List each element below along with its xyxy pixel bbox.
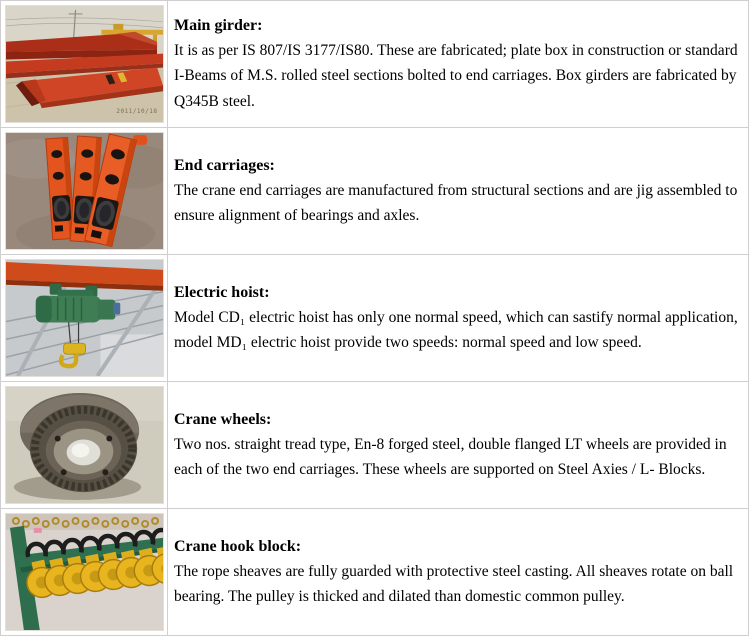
section-body: The crane end carriages are manufactured from structural sections and are jig assembled to ensure alignment of bearings and axles. xyxy=(174,181,738,224)
main-girder-text xyxy=(168,1,748,127)
section-heading: Electric hoist: xyxy=(174,283,270,301)
section-body: It is as per IS 807/IS 3177/IS80. These are fabricated; plate box in construction or standard I-Beams of M.S. rolled steel sections bolted to end carriages. Box girders are fabricated by Q345B steel. xyxy=(174,41,738,110)
crane-wheel-photo xyxy=(6,387,163,503)
electric-hoist-photo-frame xyxy=(5,259,164,377)
crane-wheels-text xyxy=(168,382,748,508)
main-girder-photo xyxy=(6,6,163,122)
crane-hook-block-text xyxy=(168,509,748,635)
spec-row-crane-hook-block xyxy=(1,509,748,635)
hoist-body xyxy=(35,296,119,323)
crane-wheel-photo-cell xyxy=(1,382,168,508)
pink-tag xyxy=(33,528,41,533)
spec-row-crane-wheels xyxy=(1,382,748,509)
end-carriages-text xyxy=(168,128,748,254)
end-carriages-photo xyxy=(6,133,163,249)
section-heading: End carriages: xyxy=(174,156,275,174)
end-carriages-photo-cell xyxy=(1,128,168,254)
section-heading: Main girder: xyxy=(174,16,263,34)
spec-row-main-girder xyxy=(1,1,748,128)
spec-row-electric-hoist xyxy=(1,255,748,382)
electric-hoist-photo-cell xyxy=(1,255,168,381)
crane-wheel-photo-frame xyxy=(5,386,164,504)
hook-block-photo xyxy=(6,514,163,630)
section-body: Model CD₁ electric hoist has only one normal speed, which can sastify normal application, model MD₁ electric hoist provide two speeds: normal speed and low speed. xyxy=(174,308,738,351)
section-body: Two nos. straight tread type, En-8 forged steel, double flanged LT wheels are provided in each of the two end carriages. These wheels are supported on Steel Axies / L- Blocks. xyxy=(174,435,727,478)
hook-block-photo-cell xyxy=(1,509,168,635)
photo-timestamp: 2011/10/18 xyxy=(116,108,158,115)
electric-hoist-text xyxy=(168,255,748,381)
electric-hoist-photo xyxy=(6,260,163,376)
section-heading: Crane hook block: xyxy=(174,537,302,555)
spec-row-end-carriages xyxy=(1,128,748,255)
hook-block-photo-frame xyxy=(5,513,164,631)
end-carriages-photo-frame xyxy=(5,132,164,250)
section-body: The rope sheaves are fully guarded with protective steel casting. All sheaves rotate on ball bearing. The pulley is thicked and dilated than domestic common pulley. xyxy=(174,562,734,605)
main-girder-photo-frame xyxy=(5,5,164,123)
section-heading: Crane wheels: xyxy=(174,410,272,428)
main-girder-photo-cell xyxy=(1,1,168,127)
